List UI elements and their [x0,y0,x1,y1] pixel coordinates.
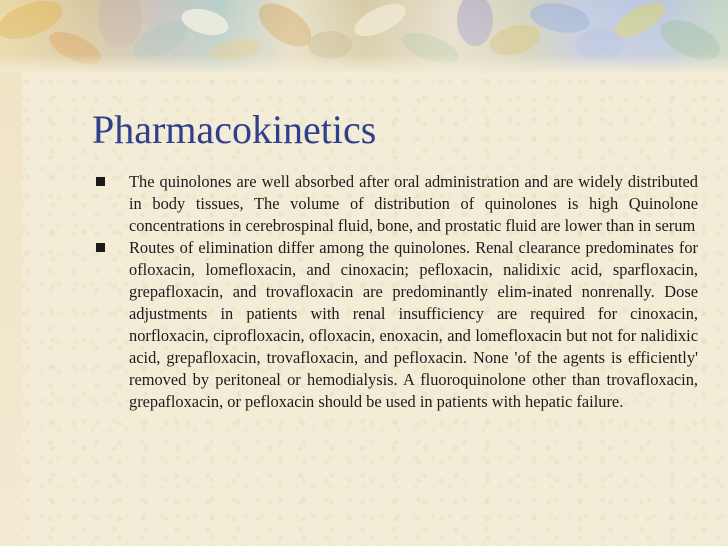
square-bullet-icon [96,177,105,186]
bullet-item [96,171,698,237]
bullet-list [96,171,698,413]
bullet-item [96,237,698,413]
bullet-text: The quinolones are well absorbed after oral administration and are widely distributed in body tissues, The volume of distribution of quinolones is high Quinolone concentrations in cerebrospinal fluid, bone, and prostatic fluid are lower than in serum [129,172,698,235]
left-decorative-strip [0,72,22,546]
bullet-text: Routes of elimination differ among the quinolones. Renal clearance predominates for ofloxacin, lomefloxacin, and cinoxacin; pefloxacin, nalidixic acid, sparfloxacin, grepafloxacin, and trovafloxacin are predominantly elim-inated nonrenally. Dose adjustments in patients with renal insufficiency are required for cinoxacin, norfloxacin, ciprofloxacin, ofloxacin, enoxacin, and lomefloxacin but not for nalidixic acid, grepafloxacin, trovafloxacin, and pefloxacin. None 'of the agents is efficiently' removed by peritoneal or hemodialysis. A fluoroquinolone other than trovafloxacin, grepafloxacin, or pefloxacin should be used in patients with hepatic failure. [129,238,698,411]
slide-title: Pharmacokinetics [92,107,377,152]
square-bullet-icon [96,243,105,252]
decorative-leaf-banner [0,0,728,72]
